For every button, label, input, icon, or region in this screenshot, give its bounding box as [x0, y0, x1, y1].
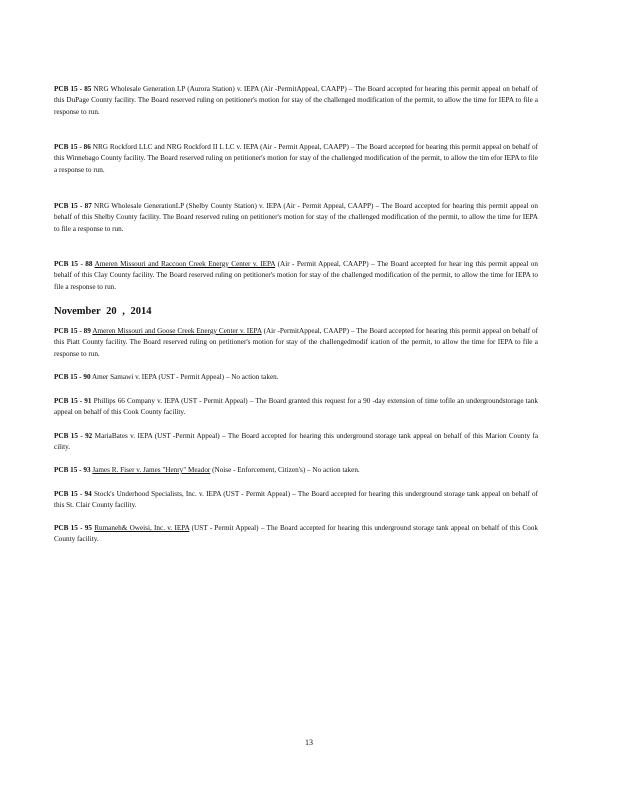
case-parties: Ameren Missouri and Goose Creek Energy Center v. IEPA	[92, 327, 262, 335]
case-text: (Air -PermitAppeal, CAAPP) – The Board accepted for hearing this permit appeal on behalf of this Piatt County facility. The Board reserved ruling on petitioner's motion for stay of the challengedmodif ication of the permit, to allow the time for IEPA to file a response to run.	[54, 327, 538, 358]
case-entry	[54, 372, 538, 383]
case-number: PCB 15 - 94	[54, 490, 92, 498]
case-number: PCB 15 - 91	[54, 397, 92, 405]
case-entry	[54, 431, 538, 454]
case-number: PCB 15 - 90	[54, 373, 91, 381]
case-entry	[54, 201, 538, 235]
case-entry	[54, 326, 538, 360]
date-heading: November 20 , 2014	[54, 306, 152, 317]
page-number: 13	[305, 738, 313, 747]
case-text: (Noise - Enforcement, Citizen's) – No action taken.	[210, 466, 360, 474]
case-number: PCB 15 - 86	[54, 143, 91, 151]
case-number: PCB 15 - 95	[54, 524, 92, 532]
case-entry	[54, 142, 538, 176]
case-number: PCB 15 - 92	[54, 432, 93, 440]
case-text: (Air - Permit Appeal, CAAPP) – The Board accepted for hear ing this permit appeal on behalf of this Clay County facility. The Board reserved ruling on petitioner's motion for stay of the challenged modification of the permit, to allow the time for IEPA to file a response to run.	[54, 260, 538, 291]
case-text: MariaBates v. IEPA (UST -Permit Appeal) – The Board accepted for hearing this underground storage tank appeal on behalf of this Marion County fa cility.	[54, 432, 539, 452]
case-entry	[54, 489, 538, 512]
case-text: Amer Samawi v. IEPA (UST - Permit Appeal) – No action taken.	[91, 373, 279, 381]
case-text: (UST - Permit Appeal) – The Board accepted for hearing this underground storage tank appeal on behalf of this Cook County facility.	[54, 524, 538, 544]
case-text: NRG Rockford LLC and NRG Rockford II L LC v. IEPA (Air - Permit Appeal, CAAPP) – The Board accepted for hearing this permit appeal on behalf of this Winnebago County facility. The Board reserved ruling on petitioner's motion for stay of the challenged modification of the permit, to allow the tim efor IEPA to file a response to run.	[54, 143, 539, 174]
case-text: Stock's Underhood Specialists, Inc. v. IEPA (UST - Permit Appeal) – The Board accepted for hearing this underground storage tank appeal on behalf of this St. Clair County facility.	[54, 490, 538, 510]
case-entry	[54, 396, 538, 419]
case-number: PCB 15 - 93	[54, 466, 91, 474]
case-number: PCB 15 - 89	[54, 327, 91, 335]
case-entry	[54, 84, 538, 118]
case-entry	[54, 259, 538, 293]
case-text: Phillips 66 Company v. IEPA (UST - Permit Appeal) – The Board granted this request for a 90 -day extension of time tofile an undergroundstorage tank appeal on behalf of this Cook County facility.	[54, 397, 539, 417]
case-number: PCB 15 - 85	[54, 85, 92, 93]
case-entry	[54, 523, 538, 546]
case-text: NRG Wholesale Generation LP (Aurora Station) v. IEPA (Air -PermitAppeal, CAAPP) – The Board accepted for hearing this permit appeal on behalf of this DuPage County facility. The Board reserved ruling on petitioner's motion for stay of the challenged modification of the permit, to allow the time for IEPA to file a response to run.	[54, 85, 538, 116]
case-number: PCB 15 - 88	[54, 260, 93, 268]
case-number: PCB 15 - 87	[54, 202, 92, 210]
case-parties: James R. Fiser v. James "Henry" Meador	[92, 466, 211, 474]
case-text: NRG Wholesale GenerationLP (Shelby County Station) v. IEPA (Air - Permit Appeal, CAAPP) – The Board accepted for hearing this permit appeal on behalf of this Shelby County facility. The Board reserved ruling on petitioner's motion for stay of the challenged modification of the permit, to allow the time for IEPA to file a response to run.	[54, 202, 538, 233]
case-parties: Ameren Missouri and Raccoon Creek Energy Center v. IEPA	[94, 260, 276, 268]
case-parties: Rumaneh& Oweisi, Inc. v. IEPA	[94, 524, 190, 532]
case-entry	[54, 465, 538, 476]
